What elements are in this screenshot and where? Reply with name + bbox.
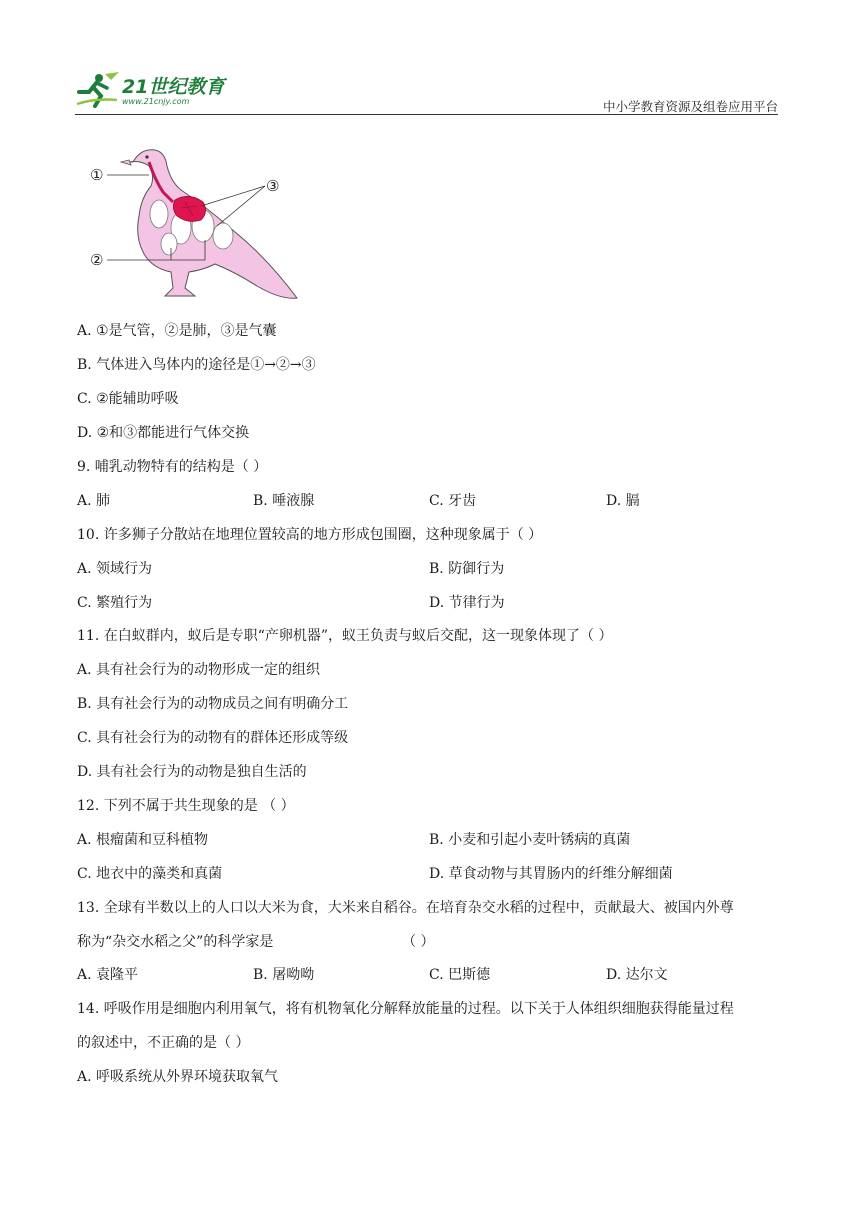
- q14-stem-line1: 14. 呼吸作用是细胞内利用氧气，将有机物氧化分解释放能量的过程。以下关于人体组织细胞获得能量过程: [77, 1001, 734, 1017]
- q10-stem: 10. 许多狮子分散站在地理位置较高的地方形成包围圈，这种现象属于（ ）: [77, 527, 543, 543]
- q10-option-c: C. 繁殖行为: [77, 595, 153, 611]
- pigeon-diagram-icon: [85, 140, 305, 305]
- q8-option-a: A. ①是气管，②是肺，③是气囊: [77, 323, 277, 339]
- header-divider: [75, 114, 778, 115]
- q11-stem: 11. 在白蚁群内，蚁后是专职“产卵机器”，蚁王负责与蚁后交配，这一现象体现了（ ）: [77, 628, 613, 644]
- q13-stem-line2: 称为“杂交水稻之父”的科学家是: [77, 934, 274, 950]
- q8-option-b: B. 气体进入鸟体内的途径是①→②→③: [77, 357, 316, 373]
- q8-option-c: C. ②能辅助呼吸: [77, 391, 179, 407]
- page-header: [75, 62, 778, 114]
- q11-option-b: B. 具有社会行为的动物成员之间有明确分工: [77, 696, 349, 712]
- q12-option-d: D. 草食动物与其胃肠内的纤维分解细菌: [429, 866, 673, 882]
- runner-logo-icon: [75, 70, 121, 110]
- q10-option-b: B. 防御行为: [429, 561, 505, 577]
- platform-title: 中小学教育资源及组卷应用平台: [602, 99, 778, 114]
- q14-option-a: A. 呼吸系统从外界环境获取氧气: [77, 1069, 279, 1085]
- q13-option-c: C. 巴斯德: [429, 967, 491, 983]
- q13-blank: （ ）: [402, 934, 435, 950]
- q10-option-d: D. 节律行为: [429, 595, 505, 611]
- logo-url: www.21cnjy.com: [122, 97, 190, 106]
- label-2: ②: [90, 251, 104, 269]
- logo: [75, 70, 235, 110]
- pigeon-respiratory-figure: [85, 140, 305, 305]
- q9-option-a: A. 肺: [77, 493, 111, 509]
- q8-option-d: D. ②和③都能进行气体交换: [77, 425, 250, 441]
- q13-option-d: D. 达尔文: [606, 967, 668, 983]
- label-3: ③: [266, 177, 280, 195]
- label-1: ①: [90, 166, 104, 184]
- q13-option-a: A. 袁隆平: [77, 967, 139, 983]
- q11-option-c: C. 具有社会行为的动物有的群体还形成等级: [77, 730, 349, 746]
- q11-option-a: A. 具有社会行为的动物形成一定的组织: [77, 662, 321, 678]
- q12-option-b: B. 小麦和引起小麦叶锈病的真菌: [429, 832, 631, 848]
- q13-option-b: B. 屠呦呦: [253, 967, 315, 983]
- q12-option-c: C. 地衣中的藻类和真菌: [77, 866, 223, 882]
- q10-option-a: A. 领域行为: [77, 561, 153, 577]
- q13-stem-line1: 13. 全球有半数以上的人口以大米为食，大米来自稻谷。在培育杂交水稻的过程中，贡献最大、被国内外尊: [77, 900, 734, 916]
- q11-option-d: D. 具有社会行为的动物是独自生活的: [77, 764, 307, 780]
- q9-option-c: C. 牙齿: [429, 493, 477, 509]
- q9-option-b: B. 唾液腺: [253, 493, 315, 509]
- q9-stem: 9. 哺乳动物特有的结构是（ ）: [77, 459, 268, 475]
- q12-stem: 12. 下列不属于共生现象的是 （ ）: [77, 798, 295, 814]
- q12-option-a: A. 根瘤菌和豆科植物: [77, 832, 209, 848]
- q14-stem-line2: 的叙述中，不正确的是（ ）: [77, 1035, 250, 1051]
- logo-text: 21世纪教育: [122, 76, 225, 98]
- q9-option-d: D. 膈: [606, 493, 640, 509]
